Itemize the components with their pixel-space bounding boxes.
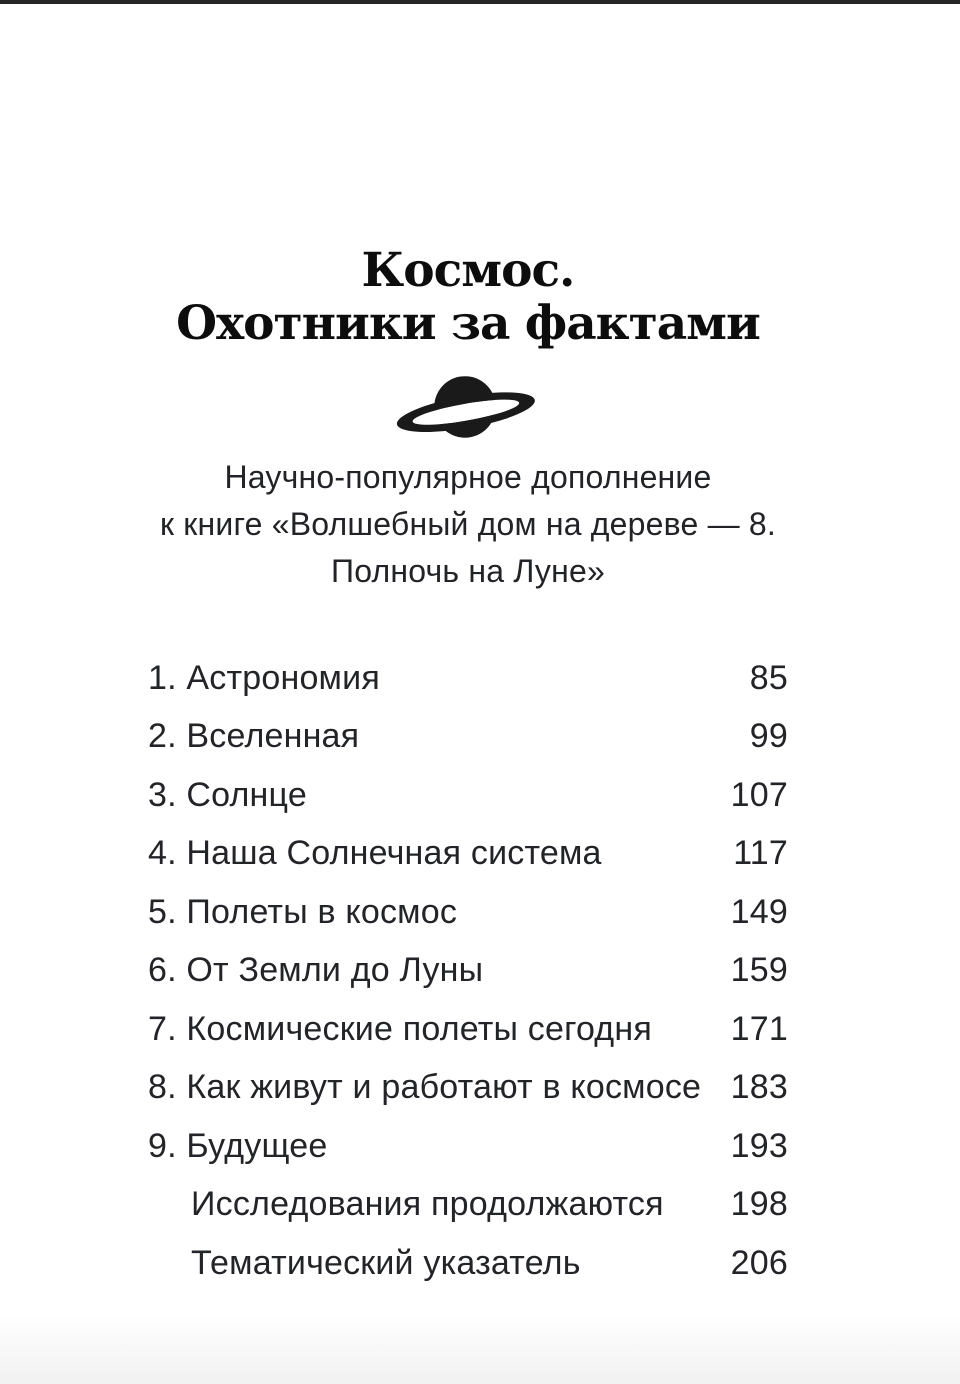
toc-entry-label: Тематический указатель [191,1243,581,1282]
toc-entry-label: 5. Полеты в космос [148,892,458,931]
toc-entry-label: 4. Наша Солнечная система [148,834,602,873]
toc-entry [148,1059,788,1118]
toc-entry-page-number: 107 [730,775,788,814]
toc-entry-label: 7. Космические полеты сегодня [148,1009,652,1048]
saturn-planet-icon [393,374,543,444]
toc-entry-page-number: 193 [730,1126,788,1165]
toc-entry-page-number: 99 [749,717,788,756]
book-header [148,244,788,595]
toc-entry-page-number: 149 [730,892,788,931]
toc-entry-page-number: 85 [749,658,788,697]
toc-entry [148,708,788,767]
toc-entry [148,883,788,942]
toc-entry-label: 8. Как живут и работают в космосе [148,1068,702,1107]
toc-entry-label: 3. Солнце [148,775,307,814]
toc-entry-page-number: 159 [730,951,788,990]
toc-entry-label: Исследования продолжаются [191,1185,664,1224]
toc-entry [148,766,788,825]
toc-entry-label: 2. Вселенная [148,717,360,756]
toc-entry-page-number: 206 [730,1243,788,1282]
toc-entry [148,825,788,884]
subtitle-line-3: Полночь на Луне» [331,553,605,589]
subtitle-line-1: Научно-популярное дополнение [224,459,712,495]
page-bottom-shadow [0,1314,960,1384]
book-subtitle [148,454,788,595]
toc-entry [148,1117,788,1176]
toc-entry-label: 1. Астрономия [148,658,380,697]
toc-entry-label: 9. Будущее [148,1126,328,1165]
toc-entry [148,1176,788,1235]
subtitle-line-2: к книге «Волшебный дом на дереве — 8. [160,506,776,542]
book-page [0,4,960,1384]
toc-entry-label: 6. От Земли до Луны [148,951,484,990]
toc-entry [148,942,788,1001]
toc-entry-page-number: 183 [730,1068,788,1107]
toc-entry [148,1234,788,1293]
toc-entry [148,649,788,708]
table-of-contents [148,649,788,1293]
book-title [148,244,788,350]
toc-entry-page-number: 171 [730,1009,788,1048]
book-title-line-1: Космос. [361,243,575,298]
toc-entry-page-number: 198 [730,1185,788,1224]
toc-entry [148,1000,788,1059]
book-title-line-2: Охотники за фактами [176,296,760,351]
toc-entry-page-number: 117 [733,834,788,873]
